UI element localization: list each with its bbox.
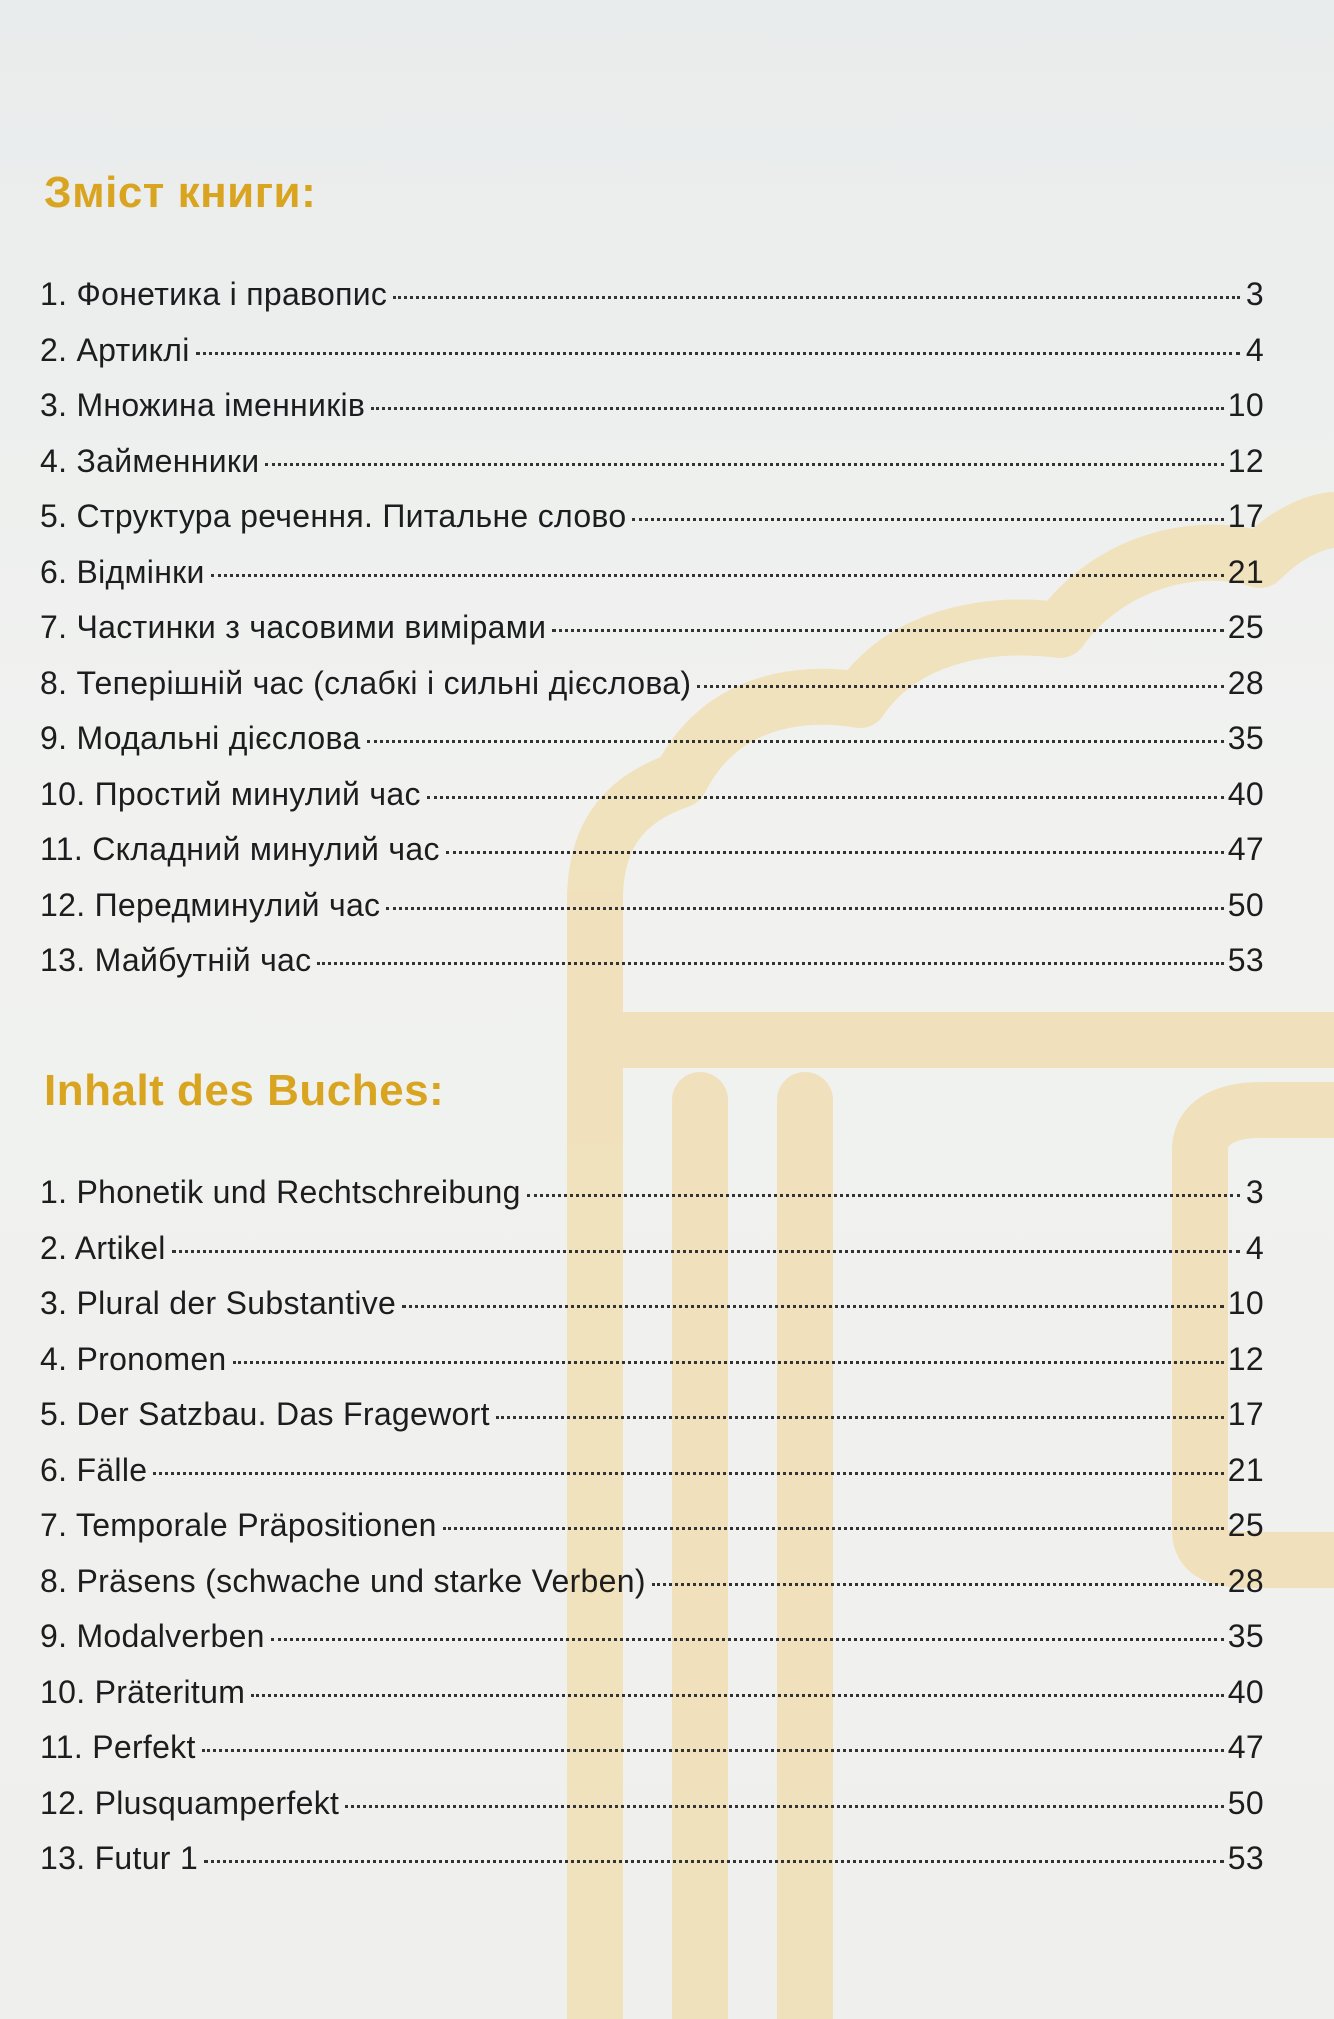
toc-entry-label: 6. Fälle (40, 1451, 148, 1488)
toc-entry (40, 1674, 1264, 1730)
dotted-leader (204, 1860, 1224, 1863)
toc-ukrainian (40, 168, 1264, 998)
toc-entry (40, 942, 1264, 998)
toc-entry (40, 1785, 1264, 1841)
toc-entry (40, 1341, 1264, 1397)
toc-entry-page: 47 (1227, 1729, 1264, 1765)
toc-entry-label: 2. Артиклі (40, 331, 190, 368)
toc-entry (40, 1230, 1264, 1286)
toc-entry (40, 1452, 1264, 1508)
toc-entry-page: 3 (1245, 276, 1264, 312)
toc-entry-page: 28 (1227, 1562, 1264, 1599)
toc-entry-page: 25 (1227, 1507, 1264, 1543)
toc-title-german: Inhalt des Buches: (44, 1066, 445, 1115)
dotted-leader (402, 1305, 1224, 1308)
toc-entry (40, 554, 1264, 610)
toc-entry (40, 831, 1264, 887)
dotted-leader (251, 1694, 1224, 1697)
toc-entry-page: 35 (1227, 720, 1264, 756)
dotted-leader (527, 1194, 1240, 1197)
dotted-leader (211, 574, 1224, 577)
dotted-leader (443, 1527, 1224, 1530)
dotted-leader (367, 740, 1224, 743)
dotted-leader (393, 296, 1240, 299)
dotted-leader (386, 907, 1223, 910)
toc-entry (40, 443, 1264, 499)
toc-entry-page: 12 (1227, 442, 1264, 479)
toc-entry-page: 10 (1227, 1285, 1264, 1321)
toc-entry-label: 8. Präsens (schwache und starke Verben) (40, 1562, 646, 1599)
toc-entry-label: 7. Temporale Präpositionen (40, 1507, 437, 1543)
dotted-leader (202, 1749, 1224, 1752)
toc-entry-label: 8. Теперішній час (слабкі і сильні дієслова) (40, 664, 692, 701)
toc-title-ukrainian: Зміст книги: (44, 168, 317, 217)
toc-entry (40, 1507, 1264, 1563)
toc-entry (40, 1840, 1264, 1896)
toc-entry-label: 1. Phonetik und Rechtschreibung (40, 1174, 521, 1210)
toc-entry-page: 25 (1227, 609, 1264, 645)
dotted-leader (371, 407, 1224, 410)
toc-entry-page: 53 (1227, 942, 1264, 978)
toc-entry-page: 4 (1245, 331, 1264, 368)
toc-entry-page: 10 (1227, 387, 1264, 423)
toc-entry-label: 13. Майбутній час (40, 942, 312, 978)
dotted-leader (345, 1805, 1224, 1808)
toc-entry (40, 887, 1264, 943)
toc-entry-page: 47 (1227, 831, 1264, 867)
dotted-leader (446, 851, 1224, 854)
toc-entry-page: 21 (1227, 1451, 1264, 1488)
toc-entry-label: 9. Модальні дієслова (40, 720, 361, 756)
toc-entry-page: 40 (1227, 775, 1264, 812)
toc-entry-label: 7. Частинки з часовими вимірами (40, 609, 547, 645)
toc-entry-label: 12. Plusquamperfekt (40, 1784, 340, 1821)
dotted-leader (271, 1638, 1224, 1641)
dotted-leader (196, 352, 1240, 355)
toc-entry (40, 332, 1264, 388)
toc-entry-label: 11. Perfekt (40, 1729, 196, 1765)
toc-entry-label: 3. Множина іменників (40, 387, 366, 423)
dotted-leader (697, 685, 1223, 688)
toc-entry (40, 498, 1264, 554)
toc-entry (40, 720, 1264, 776)
toc-entry-page: 53 (1227, 1840, 1264, 1876)
toc-entry-page: 3 (1245, 1174, 1264, 1210)
toc-entry (40, 1729, 1264, 1785)
dotted-leader (172, 1250, 1240, 1253)
toc-entry-page: 17 (1227, 498, 1264, 534)
dotted-leader (265, 463, 1223, 466)
toc-entry-page: 17 (1227, 1396, 1264, 1432)
dotted-leader (652, 1583, 1224, 1586)
toc-entry (40, 665, 1264, 721)
toc-entry-page: 4 (1245, 1229, 1264, 1266)
dotted-leader (496, 1416, 1224, 1419)
toc-entry (40, 1174, 1264, 1230)
toc-entry-page: 28 (1227, 664, 1264, 701)
toc-entry-label: 3. Plural der Substantive (40, 1285, 397, 1321)
toc-entry-page: 50 (1227, 1784, 1264, 1821)
toc-entry-label: 10. Präteritum (40, 1673, 246, 1710)
dotted-leader (552, 629, 1224, 632)
dotted-leader (317, 962, 1223, 965)
toc-entry-page: 12 (1227, 1340, 1264, 1377)
toc-entry-label: 5. Der Satzbau. Das Fragewort (40, 1396, 490, 1432)
toc-entry-label: 2. Artikel (40, 1229, 166, 1266)
toc-entry (40, 387, 1264, 443)
toc-entry-page: 21 (1227, 553, 1264, 590)
toc-entry-label: 6. Відмінки (40, 553, 205, 590)
dotted-leader (632, 518, 1223, 521)
toc-entry (40, 1618, 1264, 1674)
toc-entry-label: 13. Futur 1 (40, 1840, 199, 1876)
dotted-leader (427, 796, 1224, 799)
toc-entry-label: 12. Передминулий час (40, 886, 381, 923)
toc-entry (40, 1285, 1264, 1341)
toc-entry-label: 9. Modalverben (40, 1618, 265, 1654)
toc-entry-label: 5. Структура речення. Питальне слово (40, 498, 627, 534)
toc-german (40, 1066, 1264, 1896)
toc-entry-label: 4. Займенники (40, 442, 260, 479)
toc-entry (40, 276, 1264, 332)
toc-entry-label: 11. Складний минулий час (40, 831, 440, 867)
toc-entry-label: 1. Фонетика і правопис (40, 276, 388, 312)
toc-entry (40, 1563, 1264, 1619)
toc-entry (40, 609, 1264, 665)
toc-entry-page: 40 (1227, 1673, 1264, 1710)
toc-entry (40, 1396, 1264, 1452)
toc-entry (40, 776, 1264, 832)
toc-entry-page: 50 (1227, 886, 1264, 923)
toc-entry-page: 35 (1227, 1618, 1264, 1654)
dotted-leader (233, 1361, 1224, 1364)
toc-entry-label: 10. Простий минулий час (40, 775, 421, 812)
toc-entry-label: 4. Pronomen (40, 1340, 227, 1377)
dotted-leader (153, 1472, 1223, 1475)
